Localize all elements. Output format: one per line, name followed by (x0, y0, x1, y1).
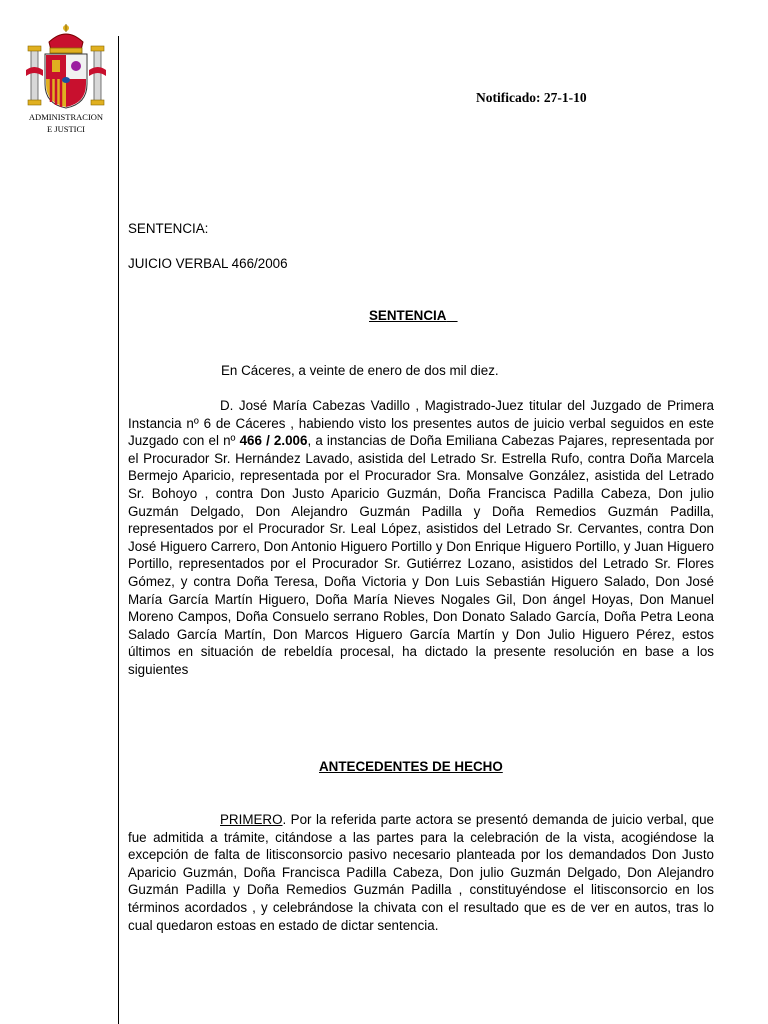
case-number: JUICIO VERBAL 466/2006 (128, 256, 288, 271)
document-title-text: SENTENCIA (369, 308, 447, 323)
document-title (369, 308, 458, 323)
place-date: En Cáceres, a veinte de enero de dos mil diez. (221, 363, 499, 378)
logo-text-line1: ADMINISTRACION (28, 112, 104, 122)
sentencia-label: SENTENCIA: (128, 221, 209, 236)
antecedentes-heading: ANTECEDENTES DE HECHO (319, 759, 503, 774)
margin-line (118, 36, 119, 1024)
coat-of-arms-icon (21, 20, 111, 110)
intro-text-a: D. José María Cabezas Vadillo , Magistrado-Juez titular del Juzgado de Primera Instancia nº 6 de Cáceres , habiendo visto los presentes autos de juicio verbal seguidos en este Juzgado con el nº (128, 398, 714, 449)
logo-text-line2: E JUSTICI (46, 124, 85, 134)
notification-date: Notificado: 27-1-10 (476, 90, 587, 105)
coat-of-arms-logo (16, 20, 116, 134)
case-number-bold: 466 / 2.006 (239, 433, 308, 449)
primero-label: PRIMERO (220, 812, 283, 827)
primero-text: . Por la referida parte actora se presentó demanda de juicio verbal, que fue admitida a trámite, citándose a las partes para la celebración de la vista, acogiéndose la excepción de falta de litisconsorcio pasivo necesario planteada por los demandados Don Justo Aparicio Guzmán, Doña Francisca Padilla Cabeza, Don julio Guzmán Delgado, Don Alejandro Guzmán Padilla y Doña Remedios Guzmán Padilla , constituyéndose el litisconsorcio en los términos acordados , y celebrándose la chivata con el resultado que es de ver en autos, tras lo cual quedaron estoas en estado de dictar sentencia. (128, 812, 714, 933)
primero-paragraph (128, 811, 714, 934)
intro-text-b: , a instancias de Doña Emiliana Cabezas Pajares, representada por el Procurador Sr. Hernández Lavado, asistida del Letrado Sr. Estrella Rufo, contra Doña Marcela Bermejo Aparicio, representada por el Procurador Sra. Monsalve González, asistida del Letrado Sr. Bohoyo , contra Don Justo Aparicio Guzmán, Doña Francisca Padilla Cabeza, Don julio Guzmán Delgado, Don Alejandro Guzmán Padilla y Doña Remedios Guzmán Padilla, representados por el Procurador Sr. Leal López, asistidos del Letrado Sr. Cervantes, contra Don José Higuero Carrero, Don Antonio Higuero Portillo y Don Enrique Higuero Portillo, y Juan Higuero Portillo, representados por el Procurador Sr. Gutiérrez Lozano, asistidos del Letrado Sr. Flores Gómez, y contra Doña Teresa, Doña Victoria y Don Luis Sebastián Higuero Salado, Don José María García Martín Higuero, Doña María Nieves Nogales Gil, Don ángel Hoyas, Don Manuel Moreno Campos, Doña Consuelo serrano Robles, Don Donato Salado García, Doña Petra Leona Salado García Martín, Don Marcos Higuero García Martín y Don Julio Higuero Pérez, estos últimos en situación de rebeldía procesal, ha dictado la presente resolución en base a los siguientes (128, 433, 714, 677)
intro-paragraph (128, 397, 714, 679)
